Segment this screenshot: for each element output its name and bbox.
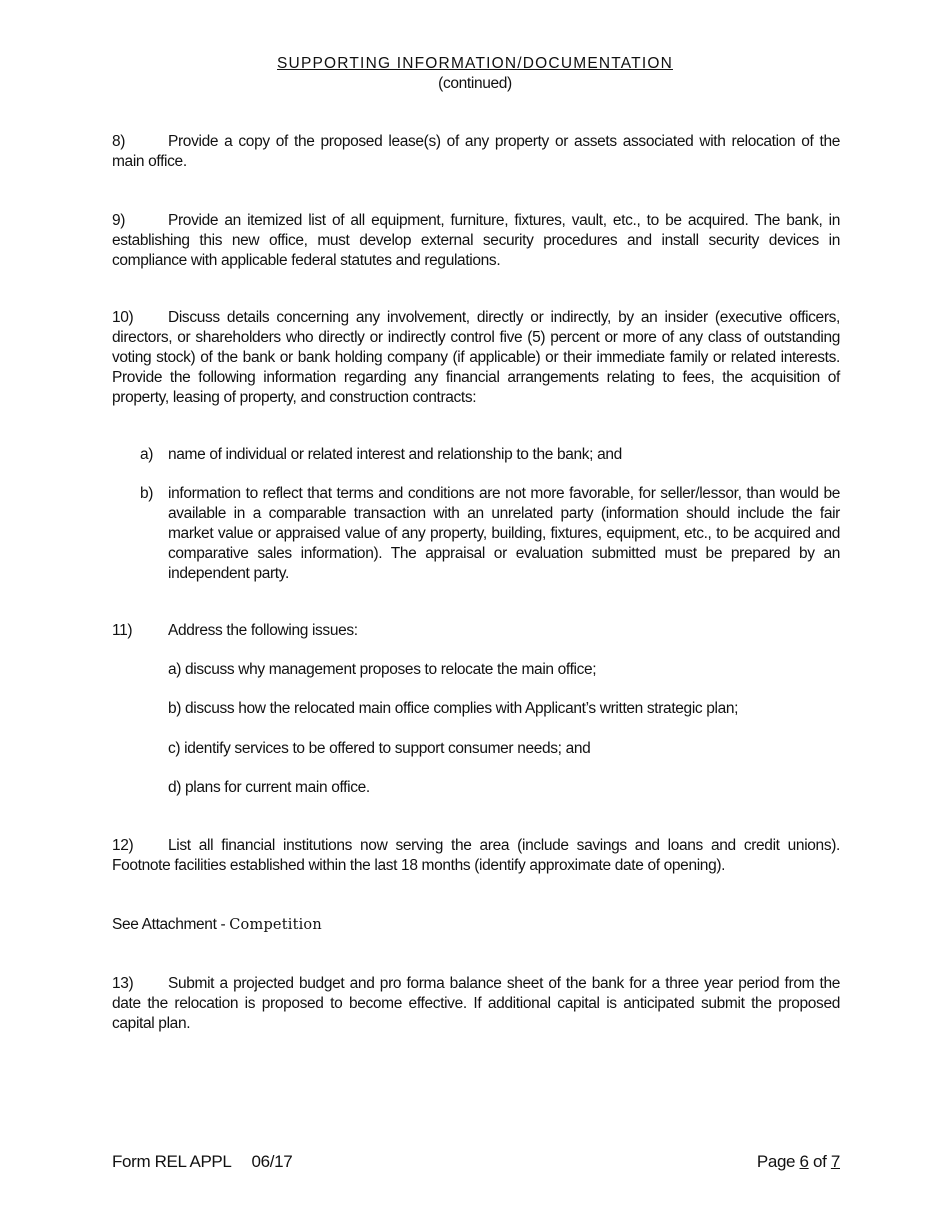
subitem-letter: a): [140, 446, 154, 463]
item-number: 9): [112, 212, 126, 229]
page-total: 7: [830, 1152, 840, 1171]
form-id: [112, 1152, 292, 1172]
item-number: 8): [112, 133, 126, 150]
subitem-text: name of individual or related interest and relationship to the bank; and: [168, 446, 622, 463]
item-number: 12): [112, 837, 134, 854]
item-10-subitem-b: [140, 484, 840, 584]
item-11-issue-c: c) identify services to be offered to support consumer needs; and: [168, 740, 591, 757]
item-9: [112, 211, 840, 271]
page-subtitle: (continued): [438, 75, 512, 92]
item-11-issue-a: a) discuss why management proposes to relocate the main office;: [168, 661, 597, 678]
item-12: [112, 836, 840, 876]
form-name: Form REL APPL: [112, 1152, 232, 1171]
item-number: 13): [112, 975, 134, 992]
attachment-name: Competition: [229, 917, 322, 933]
page-title: SUPPORTING INFORMATION/DOCUMENTATION: [277, 55, 673, 72]
form-date: 06/17: [251, 1152, 293, 1171]
page-number: [757, 1152, 840, 1172]
item-10: [112, 308, 840, 408]
item-text: Provide an itemized list of all equipment, furniture, fixtures, vault, etc., to be acquired. The bank, in establishing this new office, must develop external security procedures and install security devices in compliance with applicable federal statutes and regulations.: [112, 212, 840, 269]
subitem-text: information to reflect that terms and conditions are not more favorable, for seller/lessor, than would be available in a comparable transaction with an unrelated party (information should include the fair market value or appraised value of any property, building, fixtures, equipment, etc., to be acquired and comparative sales information). The appraisal or evaluation submitted must be prepared by an independent party.: [168, 485, 840, 582]
item-11-issue-d: d) plans for current main office.: [168, 779, 370, 796]
item-text: Discuss details concerning any involvement, directly or indirectly, by an insider (executive officers, directors, or shareholders who directly or indirectly control five (5) percent or more of any class of outstanding voting stock) of the bank or bank holding company (if applicable) or their immediate family or related interests. Provide the following information regarding any financial arrangements relating to fees, the acquisition of property, leasing of property, and construction contracts:: [112, 309, 840, 406]
item-text: Provide a copy of the proposed lease(s) of any property or assets associated with relocation of the main office.: [112, 133, 840, 170]
item-13: [112, 974, 840, 1034]
page-header: [0, 54, 950, 94]
item-8: [112, 132, 840, 172]
item-text: Submit a projected budget and pro forma balance sheet of the bank for a three year period from the date the relocation is proposed to become effective. If additional capital is anticipated submit the proposed capital plan.: [112, 975, 840, 1032]
attachment-prefix: See Attachment -: [112, 916, 230, 933]
page-label: Page: [756, 1152, 796, 1171]
attachment-reference: [112, 915, 322, 935]
subitem-letter: b): [140, 485, 154, 502]
page-of: of: [813, 1152, 827, 1171]
item-number: 10): [112, 309, 134, 326]
item-10-subitem-a: [140, 445, 840, 465]
page-current: 6: [799, 1152, 809, 1171]
item-11: [112, 621, 840, 641]
item-11-issue-b: b) discuss how the relocated main office complies with Applicant’s written strategic plan;: [168, 700, 739, 717]
item-text: Address the following issues:: [168, 622, 358, 639]
item-number: 11): [112, 622, 133, 639]
item-text: List all financial institutions now serving the area (include savings and loans and credit unions). Footnote facilities established within the last 18 months (identify approximate date of opening).: [112, 837, 840, 874]
